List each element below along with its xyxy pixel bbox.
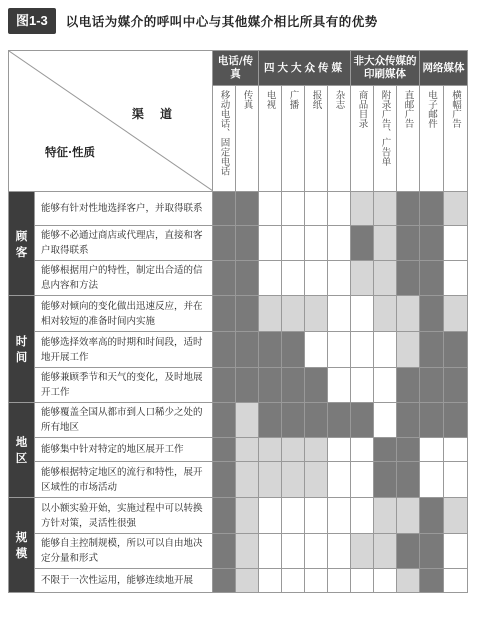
category-cell (9, 403, 35, 498)
feature-text: 能够覆盖全国从都市到人口稀少之处的所有地区 (35, 403, 213, 438)
category-cell (9, 296, 35, 403)
rating-cell-catalog (351, 368, 374, 403)
rating-cell-tv (259, 332, 282, 368)
rating-cell-newspaper (305, 192, 328, 226)
rating-cell-mobile-fixed-phone (213, 534, 236, 569)
rating-cell-insert-flyer (374, 569, 397, 593)
group-print-media: 非大众传媒的印刷媒体 (351, 51, 420, 86)
column-header-newspaper (305, 86, 328, 192)
rating-cell-magazine (328, 261, 351, 296)
feature-text: 能够根据用户的特性，制定出合适的信息内容和方法 (35, 261, 213, 296)
rating-cell-fax (236, 226, 259, 261)
column-header-mobile-fixed-phone (213, 86, 236, 192)
table-row (9, 569, 468, 593)
column-label: 商品目录 (356, 90, 368, 129)
rating-cell-magazine (328, 462, 351, 498)
feature-text: 不限于一次性运用，能够连续地开展 (35, 569, 213, 593)
rating-cell-email (420, 296, 444, 332)
rating-cell-tv (259, 192, 282, 226)
column-header-banner-ad (444, 86, 468, 192)
column-label: 移动电话、固定电话 (218, 90, 230, 176)
rating-cell-insert-flyer (374, 462, 397, 498)
rating-cell-catalog (351, 534, 374, 569)
column-header-radio (282, 86, 305, 192)
column-label: 报纸 (310, 90, 322, 110)
rating-cell-email (420, 368, 444, 403)
column-label: 杂志 (333, 90, 345, 110)
rating-cell-catalog (351, 462, 374, 498)
rating-cell-insert-flyer (374, 332, 397, 368)
rating-cell-radio (282, 226, 305, 261)
rating-cell-magazine (328, 534, 351, 569)
figure-header (8, 8, 469, 34)
rating-cell-newspaper (305, 226, 328, 261)
rating-cell-newspaper (305, 569, 328, 593)
rating-cell-magazine (328, 226, 351, 261)
rating-cell-catalog (351, 261, 374, 296)
category-char: 区 (15, 451, 28, 465)
rating-cell-tv (259, 438, 282, 462)
rating-cell-radio (282, 368, 305, 403)
feature-text: 能够兼顾季节和天气的变化，及时地展开工作 (35, 368, 213, 403)
table-row (9, 462, 468, 498)
table-row (9, 192, 468, 226)
rating-cell-direct-mail (397, 403, 420, 438)
column-header-magazine (328, 86, 351, 192)
rating-cell-direct-mail (397, 438, 420, 462)
feature-text: 能够有针对性地选择客户，并取得联系 (35, 192, 213, 226)
rating-cell-direct-mail (397, 296, 420, 332)
rating-cell-fax (236, 261, 259, 296)
rating-cell-fax (236, 534, 259, 569)
feature-text: 能够集中针对特定的地区展开工作 (35, 438, 213, 462)
rating-cell-banner-ad (444, 498, 468, 534)
column-label: 直邮广告 (402, 90, 414, 129)
rating-cell-catalog (351, 438, 374, 462)
column-header-fax (236, 86, 259, 192)
rating-cell-email (420, 498, 444, 534)
rating-cell-banner-ad (444, 368, 468, 403)
figure-label: 图1-3 (8, 8, 56, 34)
rating-cell-radio (282, 569, 305, 593)
rating-cell-mobile-fixed-phone (213, 261, 236, 296)
table-row (9, 332, 468, 368)
rating-cell-tv (259, 403, 282, 438)
group-network-media: 网络媒体 (420, 51, 468, 86)
rating-cell-tv (259, 261, 282, 296)
category-cell (9, 498, 35, 593)
rating-cell-newspaper (305, 296, 328, 332)
category-char: 地 (15, 435, 28, 449)
rating-cell-email (420, 403, 444, 438)
rating-cell-email (420, 226, 444, 261)
feature-text: 能够根据特定地区的流行和特性，展开区域性的市场活动 (35, 462, 213, 498)
rating-cell-newspaper (305, 368, 328, 403)
rating-cell-tv (259, 462, 282, 498)
column-label: 电视 (264, 90, 276, 110)
rating-cell-tv (259, 534, 282, 569)
rating-cell-fax (236, 569, 259, 593)
rating-cell-direct-mail (397, 261, 420, 296)
rating-cell-catalog (351, 296, 374, 332)
rating-cell-mobile-fixed-phone (213, 569, 236, 593)
rating-cell-newspaper (305, 261, 328, 296)
diagonal-divider (9, 51, 213, 191)
rating-cell-email (420, 192, 444, 226)
rating-cell-tv (259, 226, 282, 261)
feature-text: 能够选择效率高的时期和时间段，适时地开展工作 (35, 332, 213, 368)
table-row (9, 368, 468, 403)
rating-cell-direct-mail (397, 368, 420, 403)
rating-cell-catalog (351, 569, 374, 593)
column-header-direct-mail (397, 86, 420, 192)
rating-cell-magazine (328, 403, 351, 438)
rating-cell-insert-flyer (374, 192, 397, 226)
rating-cell-banner-ad (444, 534, 468, 569)
rating-cell-mobile-fixed-phone (213, 403, 236, 438)
column-label: 附录广告、广告单 (379, 90, 391, 167)
rating-cell-radio (282, 296, 305, 332)
rating-cell-magazine (328, 498, 351, 534)
column-label: 传真 (241, 90, 253, 110)
feature-text: 能够不必通过商店或代理店，直接和客户取得联系 (35, 226, 213, 261)
rating-cell-radio (282, 403, 305, 438)
group-mass-media: 四大大众传媒 (259, 51, 351, 86)
category-char: 时 (15, 334, 28, 348)
rating-cell-direct-mail (397, 569, 420, 593)
category-char: 规 (15, 530, 28, 544)
rating-cell-fax (236, 403, 259, 438)
rating-cell-banner-ad (444, 192, 468, 226)
rating-cell-catalog (351, 403, 374, 438)
rating-cell-email (420, 569, 444, 593)
rating-cell-direct-mail (397, 192, 420, 226)
rating-cell-newspaper (305, 534, 328, 569)
rating-cell-radio (282, 534, 305, 569)
feature-text: 能够对倾向的变化做出迅速反应，并在相对较短的准备时间内实施 (35, 296, 213, 332)
comparison-table (8, 50, 468, 593)
rating-cell-radio (282, 332, 305, 368)
feature-text: 能够自主控制规模，所以可以自由地决定分量和形式 (35, 534, 213, 569)
table-row (9, 261, 468, 296)
column-label: 横幅广告 (450, 90, 462, 129)
rating-cell-insert-flyer (374, 403, 397, 438)
rating-cell-radio (282, 438, 305, 462)
rating-cell-insert-flyer (374, 226, 397, 261)
rating-cell-mobile-fixed-phone (213, 438, 236, 462)
table-row (9, 403, 468, 438)
rating-cell-fax (236, 192, 259, 226)
column-label: 电子邮件 (426, 90, 438, 129)
rating-cell-tv (259, 569, 282, 593)
rating-cell-magazine (328, 569, 351, 593)
rating-cell-mobile-fixed-phone (213, 226, 236, 261)
rating-cell-email (420, 534, 444, 569)
table-row (9, 296, 468, 332)
rating-cell-newspaper (305, 332, 328, 368)
column-header-insert-flyer (374, 86, 397, 192)
rating-cell-tv (259, 498, 282, 534)
column-header-catalog (351, 86, 374, 192)
category-char: 顾 (15, 228, 28, 243)
channel-heading: 渠 道 (131, 107, 178, 121)
rating-cell-magazine (328, 438, 351, 462)
rating-cell-banner-ad (444, 261, 468, 296)
rating-cell-insert-flyer (374, 534, 397, 569)
rating-cell-fax (236, 498, 259, 534)
rating-cell-mobile-fixed-phone (213, 296, 236, 332)
rating-cell-catalog (351, 192, 374, 226)
rating-cell-fax (236, 296, 259, 332)
table-row (9, 438, 468, 462)
rating-cell-insert-flyer (374, 296, 397, 332)
rating-cell-newspaper (305, 462, 328, 498)
rating-cell-fax (236, 368, 259, 403)
rating-cell-mobile-fixed-phone (213, 192, 236, 226)
column-label: 广播 (287, 90, 299, 110)
rating-cell-magazine (328, 192, 351, 226)
rating-cell-mobile-fixed-phone (213, 498, 236, 534)
rating-cell-banner-ad (444, 226, 468, 261)
rating-cell-magazine (328, 332, 351, 368)
rating-cell-insert-flyer (374, 261, 397, 296)
table-row (9, 226, 468, 261)
rating-cell-banner-ad (444, 403, 468, 438)
rating-cell-banner-ad (444, 296, 468, 332)
rating-cell-radio (282, 462, 305, 498)
rating-cell-newspaper (305, 438, 328, 462)
rating-cell-newspaper (305, 403, 328, 438)
rating-cell-radio (282, 192, 305, 226)
rating-cell-banner-ad (444, 438, 468, 462)
column-header-tv (259, 86, 282, 192)
rating-cell-fax (236, 332, 259, 368)
rating-cell-magazine (328, 368, 351, 403)
category-char: 间 (15, 350, 28, 364)
rating-cell-banner-ad (444, 332, 468, 368)
figure-title: 以电话为媒介的呼叫中心与其他媒介相比所具有的优势 (65, 14, 378, 29)
rating-cell-banner-ad (444, 569, 468, 593)
rating-cell-insert-flyer (374, 498, 397, 534)
rating-cell-insert-flyer (374, 368, 397, 403)
rating-cell-email (420, 462, 444, 498)
rating-cell-tv (259, 296, 282, 332)
category-char: 模 (15, 546, 28, 560)
rating-cell-direct-mail (397, 226, 420, 261)
rating-cell-fax (236, 462, 259, 498)
rating-cell-catalog (351, 226, 374, 261)
rating-cell-direct-mail (397, 534, 420, 569)
rating-cell-fax (236, 438, 259, 462)
feature-text: 以小额实验开始，实施过程中可以转换方针对策，灵活性很强 (35, 498, 213, 534)
rating-cell-insert-flyer (374, 438, 397, 462)
rating-cell-radio (282, 261, 305, 296)
group-phone-fax: 电话/传真 (213, 51, 259, 86)
rating-cell-banner-ad (444, 462, 468, 498)
rating-cell-direct-mail (397, 332, 420, 368)
category-cell (9, 192, 35, 296)
rating-cell-email (420, 332, 444, 368)
table-row (9, 534, 468, 569)
column-header-email (420, 86, 444, 192)
header-corner (9, 51, 213, 192)
rating-cell-catalog (351, 332, 374, 368)
rating-cell-radio (282, 498, 305, 534)
rating-cell-mobile-fixed-phone (213, 332, 236, 368)
rating-cell-newspaper (305, 498, 328, 534)
rating-cell-tv (259, 368, 282, 403)
rating-cell-direct-mail (397, 462, 420, 498)
table-row (9, 498, 468, 534)
rating-cell-mobile-fixed-phone (213, 368, 236, 403)
rating-cell-mobile-fixed-phone (213, 462, 236, 498)
rating-cell-email (420, 261, 444, 296)
category-char: 客 (15, 244, 28, 259)
rating-cell-email (420, 438, 444, 462)
rating-cell-catalog (351, 498, 374, 534)
rating-cell-direct-mail (397, 498, 420, 534)
rating-cell-magazine (328, 296, 351, 332)
feature-heading: 特征·性质 (45, 145, 96, 159)
